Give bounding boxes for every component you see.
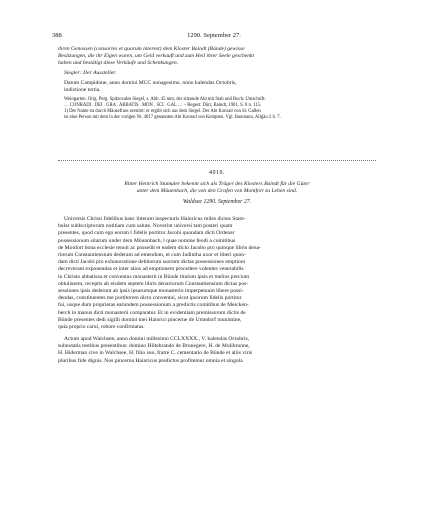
document-regest: [58, 181, 376, 195]
text-line: riorum Constantiensium dederam ad emendum, et cum Judintha uxor et liberi quon-: [58, 252, 246, 259]
note-line: ist eine Person mit dem in der vorigen Nr. 4017 genannten Abt Konrad von Kempten. Vgl. Baumann, Allgäu 2 S. 7.: [64, 115, 281, 120]
text-line: Universis Christi fidelibus hanc litteram inspecturis Hainricus miles dictus Stam-: [64, 216, 246, 222]
document-number: 4019.: [209, 170, 225, 176]
document-closing: [58, 336, 376, 365]
text-line: bular sub‖scriptorum notitiam cum salute. Noverint universi tam posteri quam: [58, 223, 233, 230]
text-line: sessiones ipsis dederunt ab ipsis ipsarumque monasterio imperpetuum libere possi-: [58, 288, 244, 295]
text-line: de Monfort bona ecclesie tenuit ac possedit et eadem dicto Jacobo pro quinque libris dena-: [58, 244, 261, 251]
text-line: berch in manus dicti monasterii comparatur. Et in evidentiam premissorum dictis de: [58, 309, 246, 316]
text-line: Besitzungen, die ihr Eigen waren, um Geld verkauft und zum Heil ihrer Seele geschenkt: [58, 53, 255, 60]
running-title: 1290. September 27.: [187, 32, 241, 39]
text-line: Bünde presentes dedi sigilli domini mei Hainrici pincerne de Umndorf munimine,: [58, 316, 242, 323]
text-line: ihren Genossen (consortes et quorum interest) dem Kloster Baindt (Bünde) gewisse: [58, 46, 245, 52]
text-line: subnotatis testibus presentibus: domino Hiltebrando de Brunegere, H. de Molibrunne,: [58, 343, 250, 350]
text-line: indictione tertia.: [64, 87, 101, 94]
archival-notes: [64, 97, 376, 121]
dating-clause: [64, 80, 376, 94]
text-line: Datum Campidone, anno domini MCC nonagesimo, nono kalendas Octobris,: [64, 80, 237, 86]
previous-regest-tail: [58, 46, 376, 68]
sealer-text: Siegler: Der Aussteller.: [64, 70, 117, 76]
note-line: … CONRADI . DEI . GRA . ABBATIS . MON . SCI . GAL … – Regest: Dürr, Baindt, 1901, S. 8 n. 115.: [64, 103, 262, 108]
document-body: [58, 216, 376, 331]
note-line: 1) Der Name ist durch Mäusefrass zerstört: er ergibt sich aus dem Siegel. Der Abt Konrad von St. Gallen: [64, 109, 261, 114]
page-header: [52, 32, 376, 42]
text-line: dam dicti Jacobi pro exhonoratione debitorum suorum dictas possessiones emptioni: [58, 259, 246, 266]
section-divider: [58, 160, 376, 161]
text-line: possessionum sitarum under dem Möunnbach, ‖ quae nomine feodi a comitibus: [58, 237, 236, 244]
text-line: obtulissent, receptis ab eisdem septem libris denariorum Constantiensium dictas pos-: [58, 280, 249, 287]
text-line: haben und bestätigt diese Verkäufe und Schenkungen.: [58, 60, 179, 67]
text-line: decreverant exponendas et inter alios ad emptionem procedere volentes venerabilis: [58, 266, 244, 273]
text-line: in Christo abbatissa et conventus monasterii in Bünde titulum ipsis et melius precium: [58, 273, 250, 280]
text-line: dendas, constituentes me portitorem dicto conventui, sicut ipsorum fidelis portitor: [58, 295, 242, 302]
text-line: unter dem Mäuenbach, die von den Grafen von Montfort zu Lehen sind.: [136, 188, 298, 195]
text-line: fui, usque dum proprietas earundem possessionum a predictis comitibus de Meicken-: [58, 302, 249, 309]
text-line: quia proprio carui, robore confirmatas.: [58, 324, 145, 331]
text-line: presentes, quod cum ego eorum ‖ fidelis portitor Jacobi quondam dicti Ordenar: [58, 230, 235, 237]
note-line: Weingarten. Orig. Perg. Spitzovales Siegel, s. Abb. 45 mm, der sitzende Abt mit Stab und Buch; Umschrift:: [64, 97, 266, 102]
sealer-line: [64, 70, 376, 77]
place-and-date: Waldsee 1290. September 27.: [182, 199, 252, 205]
text-line: Ritter Heinrich Stamuler bekennt sich als Träger des Klosters Baindt für die Güter: [124, 181, 310, 187]
text-line: pluribus fide dignis. Nos pincerna Hainricus predictus profitemur omnia et singula: [58, 357, 243, 364]
page-number: 388: [52, 32, 62, 39]
text-line: H. Hiderman cive in Walchsee, H. filio suo, fratre C. cementario de Bünde et aliis viris: [58, 350, 253, 357]
text-line: Actum apud Walchsee, anno domini millesimo CCLXXXX., V. kalendas Octobris,: [64, 336, 250, 342]
